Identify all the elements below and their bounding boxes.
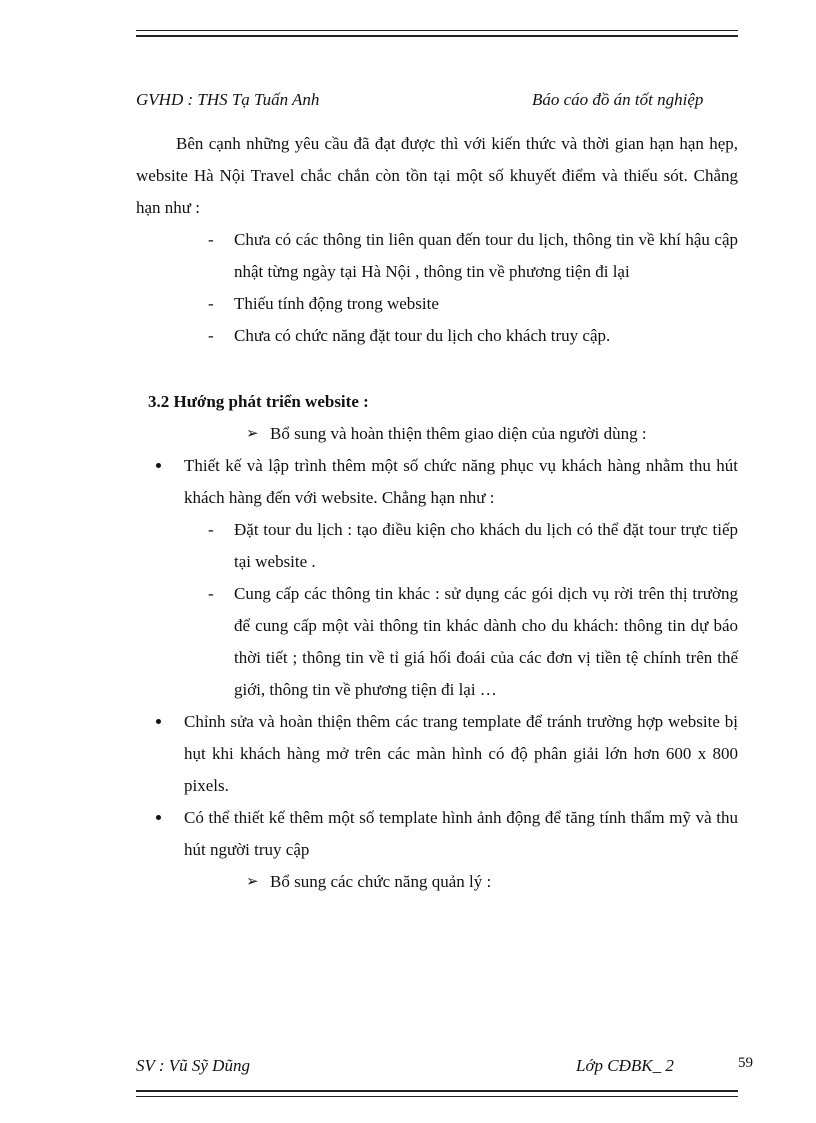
list-item	[136, 514, 738, 578]
dash-marker: -	[208, 230, 214, 249]
bullet-item-text: Chỉnh sửa và hoàn thiện thêm các trang template để tránh trường hợp website bị hụt khi khách hàng mở trên các màn hình có độ phân giải lớn hơn 600 x 800 pixels.	[184, 712, 738, 795]
list-item	[136, 578, 738, 706]
list-item-text: Chưa có chức năng đặt tour du lịch cho khách truy cập.	[234, 326, 611, 345]
list-item-text: Đặt tour du lịch : tạo điều kiện cho khách du lịch có thể đặt tour trực tiếp tại website .	[234, 520, 738, 571]
dash-marker: -	[208, 520, 214, 539]
bullet-dot-icon	[156, 719, 161, 724]
bullet-dot-icon	[156, 815, 161, 820]
bullet-dot-icon	[156, 463, 161, 468]
dash-marker: -	[208, 326, 214, 345]
list-item	[136, 288, 738, 320]
shortcomings-list	[136, 224, 738, 352]
footer-class: Lớp CĐBK_ 2	[576, 1056, 674, 1075]
header-report-title: Báo cáo đồ án tốt nghiệp	[532, 90, 704, 109]
bullet-item	[136, 450, 738, 514]
dash-marker: -	[208, 584, 214, 603]
list-item-text: Cung cấp các thông tin khác : sử dụng các gói dịch vụ rời trên thị trường để cung cấp một vài thông tin khác dành cho du khách: thông tin dự báo thời tiết ; thông tin về tỉ giá hối đoái của các đơn vị tiền tệ chính trên thế giới, thông tin về phương tiện đi lại …	[234, 584, 738, 699]
section-heading: 3.2 Hướng phát triển website :	[148, 392, 369, 411]
bullet-item	[136, 706, 738, 802]
feature-sublist	[136, 514, 738, 706]
arrow-item	[136, 418, 738, 450]
list-item	[136, 320, 738, 352]
arrow-item-text: Bổ sung và hoàn thiện thêm giao diện của người dùng :	[270, 424, 647, 443]
footer-rule	[136, 1090, 738, 1097]
bullet-item	[136, 802, 738, 866]
page-body	[136, 128, 738, 898]
bullet-item-text: Có thể thiết kế thêm một số template hình ảnh động để tăng tính thẩm mỹ và thu hút người truy cập	[184, 808, 738, 859]
page-number: 59	[738, 1055, 753, 1071]
list-item	[136, 224, 738, 288]
arrow-bullet-icon: ➢	[246, 426, 259, 442]
footer-student: SV : Vũ Sỹ Dũng	[136, 1056, 250, 1075]
arrow-item	[136, 866, 738, 898]
dash-marker: -	[208, 294, 214, 313]
arrow-bullet-icon: ➢	[246, 874, 259, 890]
arrow-item-text: Bổ sung các chức năng quản lý :	[270, 872, 492, 891]
header-supervisor: GVHD : THS Tạ Tuấn Anh	[136, 90, 320, 109]
list-item-text: Chưa có các thông tin liên quan đến tour du lịch, thông tin về khí hậu cập nhật từng ngày tại Hà Nội , thông tin về phương tiện đi lại	[234, 230, 738, 281]
header-rule	[136, 30, 738, 37]
bullet-item-text: Thiết kế và lập trình thêm một số chức năng phục vụ khách hàng nhằm thu hút khách hàng đến với website. Chẳng hạn như :	[184, 456, 738, 507]
list-item-text: Thiếu tính động trong website	[234, 294, 439, 313]
intro-paragraph: Bên cạnh những yêu cầu đã đạt được thì với kiến thức và thời gian hạn hạn hẹp, website Hà Nội Travel chắc chắn còn tồn tại một số khuyết điểm và thiếu sót. Chẳng hạn như :	[136, 134, 738, 217]
